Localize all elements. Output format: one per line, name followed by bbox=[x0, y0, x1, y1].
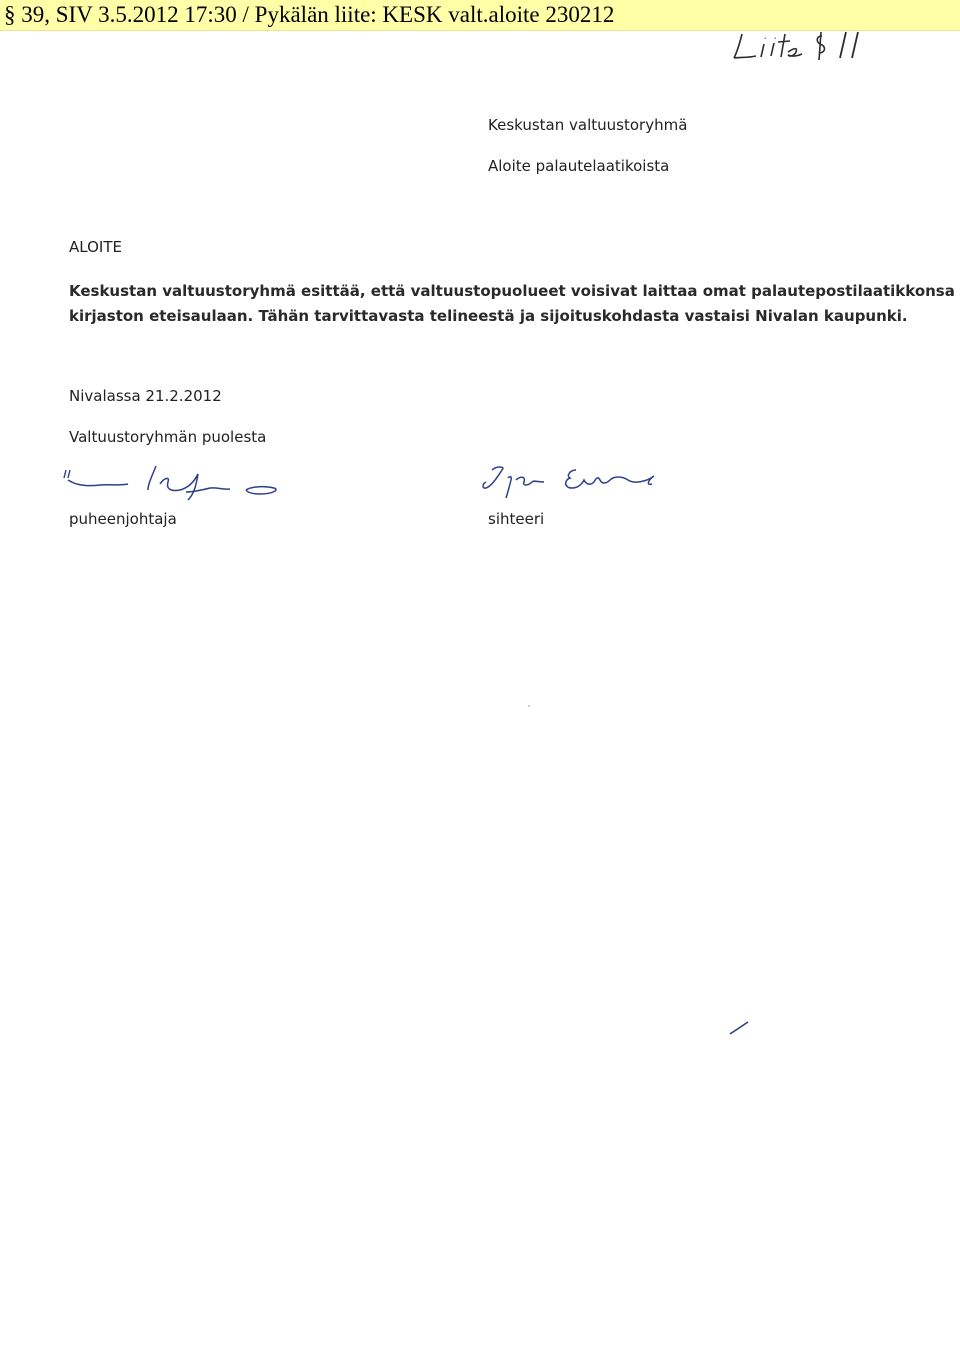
header-text: § 39, SIV 3.5.2012 17:30 / Pykälän liite: KESK valt.aloite 230212 bbox=[4, 2, 615, 27]
header-bar bbox=[0, 0, 960, 31]
sender-line: Keskustan valtuustoryhmä bbox=[488, 116, 688, 134]
secretary-signature-image bbox=[478, 462, 678, 502]
body-line-2: kirjaston eteisaulaan. Tähän tarvittavasta telineestä ja sijoituskohdasta vastaisi Nivalan kaupunki. bbox=[69, 307, 908, 325]
on-behalf-line: Valtuustoryhmän puolesta bbox=[69, 428, 267, 446]
secretary-role-label: sihteeri bbox=[488, 510, 545, 528]
chair-signature-image bbox=[60, 462, 300, 512]
document-heading: ALOITE bbox=[69, 238, 122, 256]
chair-role-label: puheenjohtaja bbox=[69, 510, 177, 528]
handwritten-annotation bbox=[730, 28, 870, 68]
subject-line: Aloite palautelaatikoista bbox=[488, 157, 670, 175]
body-line-1: Keskustan valtuustoryhmä esittää, että valtuustopuolueet voisivat laittaa omat palautepostilaatikkonsa bbox=[69, 282, 955, 300]
pen-stroke-mark bbox=[728, 1020, 752, 1036]
place-date: Nivalassa 21.2.2012 bbox=[69, 387, 222, 405]
scan-speck bbox=[528, 705, 530, 707]
